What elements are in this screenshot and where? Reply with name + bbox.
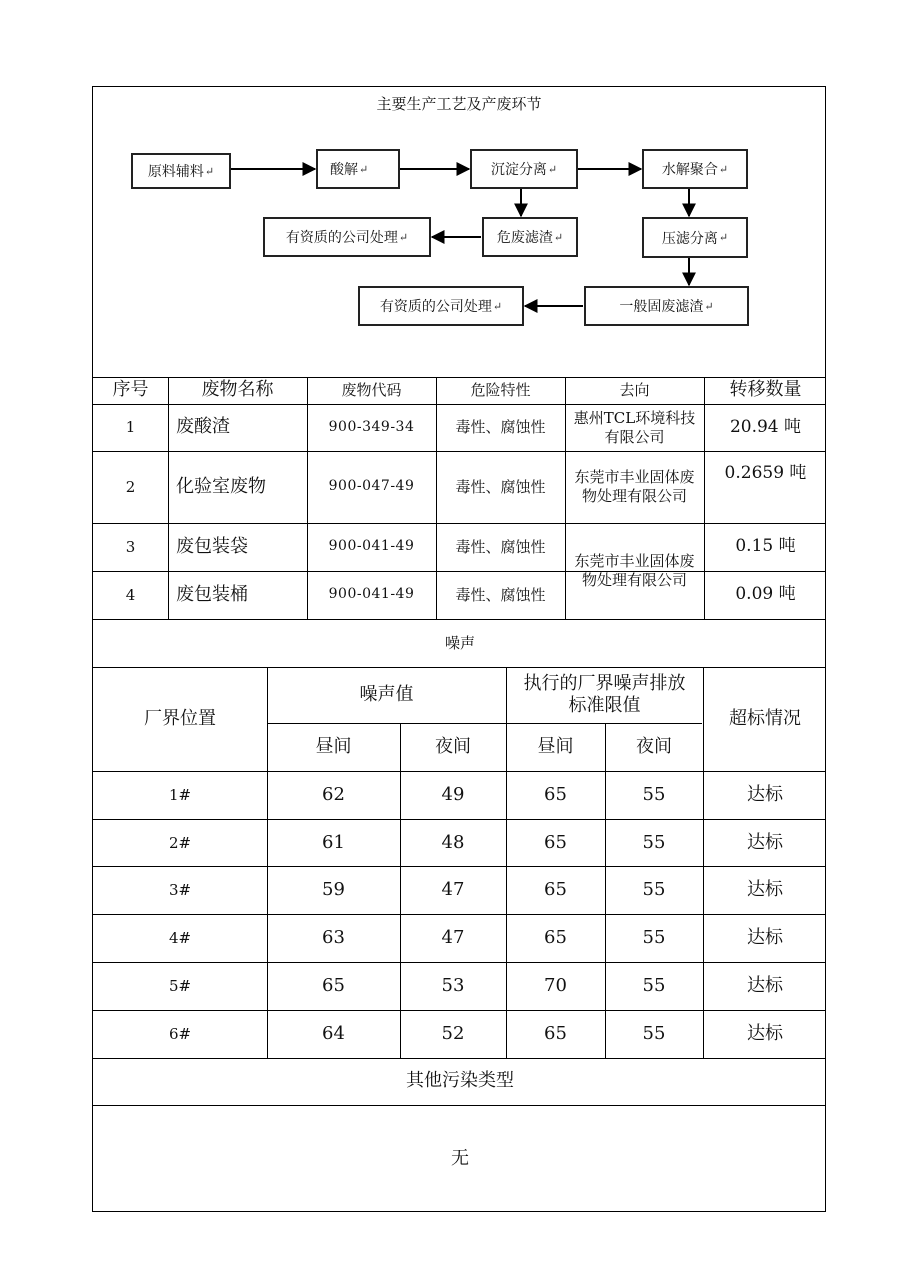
noise-row-position: 2# <box>168 833 192 852</box>
noise-row-std-night: 55 <box>642 831 666 853</box>
flow-node-general-residue: 一般固废滤渣 ↵ <box>584 286 749 326</box>
waste-header-no: 序号 <box>112 379 149 401</box>
noise-header-exceed: 超标情况 <box>729 707 801 729</box>
noise-row-status: 达标 <box>747 783 783 805</box>
noise-row-status: 达标 <box>747 926 783 948</box>
waste-row-code: 900-041-49 <box>328 586 415 603</box>
noise-row-std-day: 65 <box>544 1022 567 1044</box>
noise-row-std-day: 65 <box>544 831 567 853</box>
noise-row-night: 52 <box>441 1022 465 1044</box>
noise-header-standard: 执行的厂界噪声排放标准限值 <box>523 672 686 716</box>
noise-row-status: 达标 <box>747 1022 783 1044</box>
noise-row-std-day: 65 <box>544 878 567 900</box>
noise-row-std-night: 55 <box>642 1022 666 1044</box>
waste-header-code: 废物代码 <box>341 381 402 400</box>
noise-row-std-night: 55 <box>642 878 666 900</box>
waste-row-no: 1 <box>125 418 136 437</box>
waste-row-name: 废包装桶 <box>176 583 248 605</box>
waste-row-destination: 惠州TCL环境科技有限公司 <box>573 408 696 446</box>
noise-header-position: 厂界位置 <box>144 707 216 729</box>
other-section-title: 其他污染类型 <box>406 1070 514 1092</box>
noise-row-std-night: 55 <box>642 783 666 805</box>
noise-row-std-day: 65 <box>544 783 567 805</box>
waste-row-no: 2 <box>125 477 136 496</box>
noise-row-std-night: 55 <box>642 974 666 996</box>
flow-node-company2: 有资质的公司处理 ↵ <box>358 286 524 326</box>
noise-row-position: 6# <box>168 1024 192 1043</box>
noise-row-std-night: 55 <box>642 926 666 948</box>
noise-row-status: 达标 <box>747 974 783 996</box>
waste-row-quantity: 0.09 吨 <box>735 584 796 605</box>
flow-node-hydrolysis: 水解聚合 ↵ <box>642 149 748 189</box>
waste-header-name: 废物名称 <box>201 379 274 401</box>
noise-row-position: 5# <box>168 976 192 995</box>
noise-row-night: 47 <box>441 878 465 900</box>
waste-header-quantity: 转移数量 <box>729 379 802 401</box>
noise-header-std-night: 夜间 <box>636 735 672 757</box>
noise-row-day: 61 <box>322 831 345 853</box>
report-table-frame <box>92 86 826 1212</box>
noise-row-day: 62 <box>322 783 345 805</box>
waste-header-destination: 去向 <box>619 381 650 400</box>
noise-row-night: 48 <box>441 831 465 853</box>
waste-row-hazard: 毒性、腐蚀性 <box>455 585 546 604</box>
noise-row-std-day: 65 <box>544 926 567 948</box>
noise-row-position: 4# <box>168 928 192 947</box>
waste-row-quantity: 0.15 吨 <box>735 536 796 557</box>
flow-node-press: 压滤分离 ↵ <box>642 217 748 258</box>
flow-node-hazard-residue: 危废滤渣 ↵ <box>482 217 578 257</box>
flow-node-company1: 有资质的公司处理 ↵ <box>263 217 431 257</box>
noise-row-day: 64 <box>322 1022 345 1044</box>
noise-row-position: 3# <box>168 880 192 899</box>
waste-row-destination: 东莞市丰业固体废物处理有限公司 <box>574 468 695 505</box>
noise-row-status: 达标 <box>747 831 783 853</box>
waste-header-hazard: 危险特性 <box>470 381 531 400</box>
waste-row-no: 4 <box>125 585 136 604</box>
flow-node-sediment: 沉淀分离 ↵ <box>470 149 578 189</box>
waste-row-code: 900-041-49 <box>328 538 415 555</box>
waste-row-destination: 东莞市丰业固体废物处理有限公司 <box>574 552 695 589</box>
waste-row-name: 化验室废物 <box>176 475 266 497</box>
noise-row-day: 65 <box>322 974 345 996</box>
flow-node-acid: 酸解 ↵ <box>316 149 400 189</box>
waste-row-code: 900-349-34 <box>328 418 415 435</box>
noise-row-std-day: 70 <box>544 974 567 996</box>
noise-row-night: 53 <box>441 974 465 996</box>
waste-row-hazard: 毒性、腐蚀性 <box>455 477 546 496</box>
waste-row-no: 3 <box>125 537 136 556</box>
waste-row-hazard: 毒性、腐蚀性 <box>455 418 546 437</box>
noise-section-title: 噪声 <box>444 633 475 652</box>
noise-row-night: 47 <box>441 926 465 948</box>
noise-header-std-day: 昼间 <box>537 735 574 757</box>
noise-row-day: 63 <box>322 926 345 948</box>
flow-title: 主要生产工艺及产废环节 <box>376 95 542 113</box>
waste-row-name: 废包装袋 <box>176 535 248 557</box>
other-value: 无 <box>451 1147 469 1169</box>
noise-row-day: 59 <box>322 878 345 900</box>
noise-row-night: 49 <box>441 783 465 805</box>
waste-row-quantity: 0.2659 吨 <box>724 463 807 484</box>
noise-header-night: 夜间 <box>435 735 471 757</box>
flow-node-raw: 原料辅料 ↵ <box>131 153 231 189</box>
noise-row-position: 1# <box>168 785 192 804</box>
noise-row-status: 达标 <box>747 878 783 900</box>
noise-header-day: 昼间 <box>315 735 352 757</box>
waste-row-code: 900-047-49 <box>328 478 415 495</box>
waste-row-quantity: 20.94 吨 <box>729 416 802 437</box>
waste-row-name: 废酸渣 <box>176 416 230 438</box>
waste-row-hazard: 毒性、腐蚀性 <box>455 537 546 556</box>
noise-header-value: 噪声值 <box>359 683 414 705</box>
